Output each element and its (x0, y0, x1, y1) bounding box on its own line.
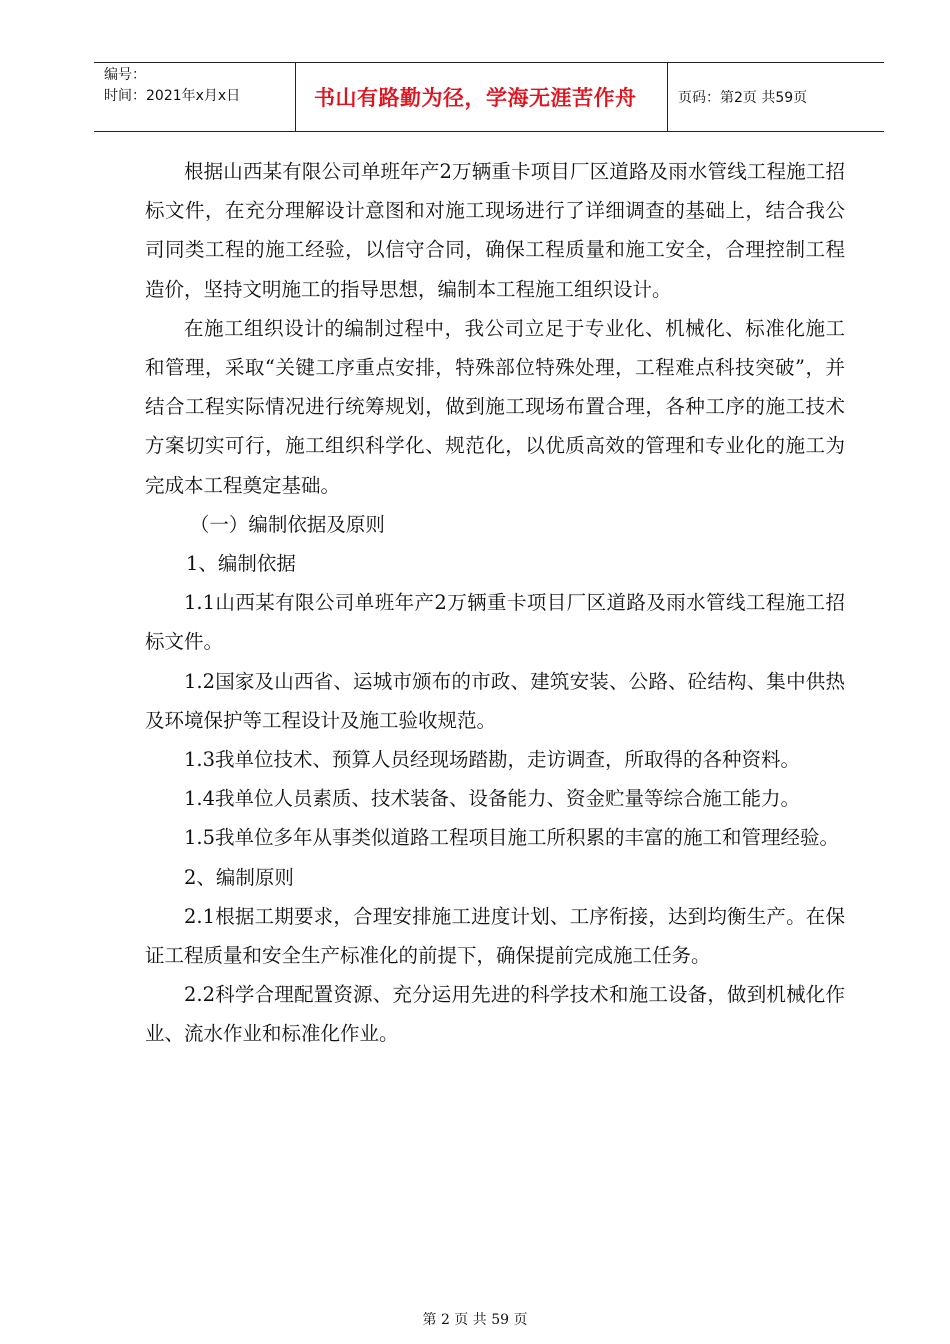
list-item: 2.1根据工期要求，合理安排施工进度计划、工序衔接，达到均衡生产。在保证工程质量和安全生产标准化的前提下，确保提前完成施工任务。 (145, 904, 845, 968)
subsection-heading-principles: 2、编制原则 (184, 865, 294, 889)
list-item: 1.5我单位多年从事类似道路工程项目施工所积累的丰富的施工和管理经验。 (184, 826, 840, 850)
list-item: 1.1山西某有限公司单班年产2万辆重卡项目厂区道路及雨水管线工程施工招标文件。 (145, 591, 845, 654)
list-item: 1.3我单位技术、预算人员经现场踏勘，走访调查，所取得的各种资料。 (184, 748, 801, 772)
document-body (145, 152, 845, 1054)
header-motto: 书山有路勤为径，学海无涯苦作舟 (295, 63, 668, 131)
paragraph-approach: 在施工组织设计的编制过程中，我公司立足于专业化、机械化、标准化施工和管理，采取“关键工序重点安排，特殊部位特殊处理，工程难点科技突破”，并结合工程实际情况进行统筹规划，做到施工现场布置合理，各种工序的施工技术方案切实可行，施工组织科学化、规范化，以优质高效的管理和专业化的施工为完成本工程奠定基础。 (145, 316, 845, 497)
page-header (94, 62, 884, 132)
header-meta (94, 63, 295, 131)
section-heading: （一）编制依据及原则 (189, 512, 385, 536)
header-page-info: 页码：第2页 共59页 (678, 90, 808, 106)
list-item: 1.2国家及山西省、运城市颁布的市政、建筑安装、公路、砼结构、集中供热及环境保护等工程设计及施工验收规范。 (145, 669, 845, 732)
paragraph-intro: 根据山西某有限公司单班年产2万辆重卡项目厂区道路及雨水管线工程施工招标文件，在充分理解设计意图和对施工现场进行了详细调查的基础上，结合我公司同类工程的施工经验，以信守合同，确保工程质量和施工安全，合理控制工程造价，坚持文明施工的指导思想，编制本工程施工组织设计。 (145, 160, 845, 301)
document-number-label: 编号： (104, 67, 146, 83)
page-footer: 第 2 页 共 59 页 (422, 1312, 528, 1328)
subsection-heading-basis: 1、编制依据 (185, 552, 296, 576)
list-item: 1.4我单位人员素质、技术装备、设备能力、资金贮量等综合施工能力。 (184, 787, 801, 811)
list-item: 2.2科学合理配置资源、充分运用先进的科学技术和施工设备，做到机械化作业、流水作业和标准化作业。 (145, 983, 845, 1046)
document-time-label: 时间：2021年x月x日 (104, 88, 241, 104)
